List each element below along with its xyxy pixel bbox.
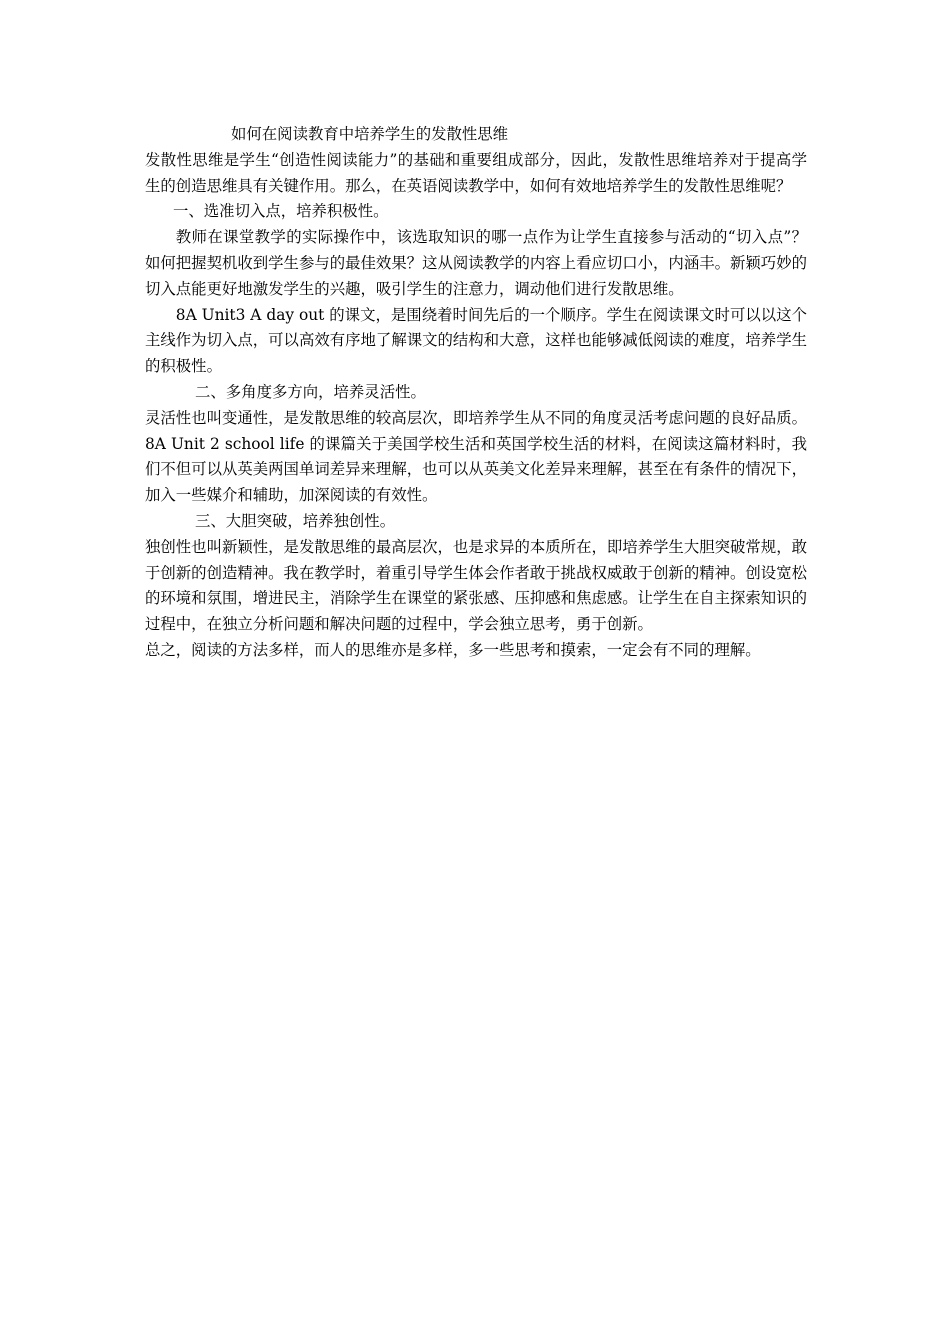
conclusion-paragraph: 总之，阅读的方法多样，而人的思维亦是多样，多一些思考和摸索，一定会有不同的理解。 [145, 640, 761, 659]
section-1-paragraph-1: 教师在课堂教学的实际操作中，该选取知识的哪一点作为让学生直接参与活动的“切入点”？如何把握契机收到学生参与的最佳效果？这从阅读教学的内容上看应切口小，内涵丰。新颖巧妙的切入点能更好地激发学生的兴趣，吸引学生的注意力，调动他们进行发散思维。 [145, 228, 807, 298]
section-heading-2: 二、多角度多方向，培养灵活性。 [195, 382, 426, 401]
section-heading-3: 三、大胆突破，培养独创性。 [195, 511, 396, 530]
section-1-paragraph-2: 8A Unit3 A day out 的课文，是围绕着时间先后的一个顺序。学生在阅读课文时可以以这个主线作为切入点，可以高效有序地了解课文的结构和大意，这样也能够减低阅读的难度，培养学生的积极性。 [145, 305, 807, 376]
section-2-paragraph: 灵活性也叫变通性，是发散思维的较高层次，即培养学生从不同的角度灵活考虑问题的良好品质。8A Unit 2 school life 的课篇关于美国学校生活和英国学校生活的材料，在阅读这篇材料时，我们不但可以从英美两国单词差异来理解，也可以从英美文化差异来理解，甚至在有条件的情况下，加入一些媒介和辅助，加深阅读的有效性。 [145, 408, 807, 505]
section-3-paragraph: 独创性也叫新颖性，是发散思维的最高层次，也是求异的本质所在，即培养学生大胆突破常规，敢于创新的创造精神。我在教学时，着重引导学生体会作者敢于挑战权威敢于创新的精神。创设宽松的环境和氛围，增进民主，消除学生在课堂的紧张感、压抑感和焦虑感。让学生在自主探索知识的过程中，在独立分析问题和解决问题的过程中，学会独立思考，勇于创新。 [145, 537, 807, 634]
intro-paragraph: 发散性思维是学生“创造性阅读能力”的基础和重要组成部分，因此，发散性思维培养对于提高学生的创造思维具有关键作用。那么，在英语阅读教学中，如何有效地培养学生的发散性思维呢？ [145, 150, 807, 195]
document-body [145, 122, 807, 664]
section-heading-1: 一、选准切入点，培养积极性。 [173, 202, 389, 221]
document-title: 如何在阅读教育中培养学生的发散性思维 [231, 125, 509, 143]
